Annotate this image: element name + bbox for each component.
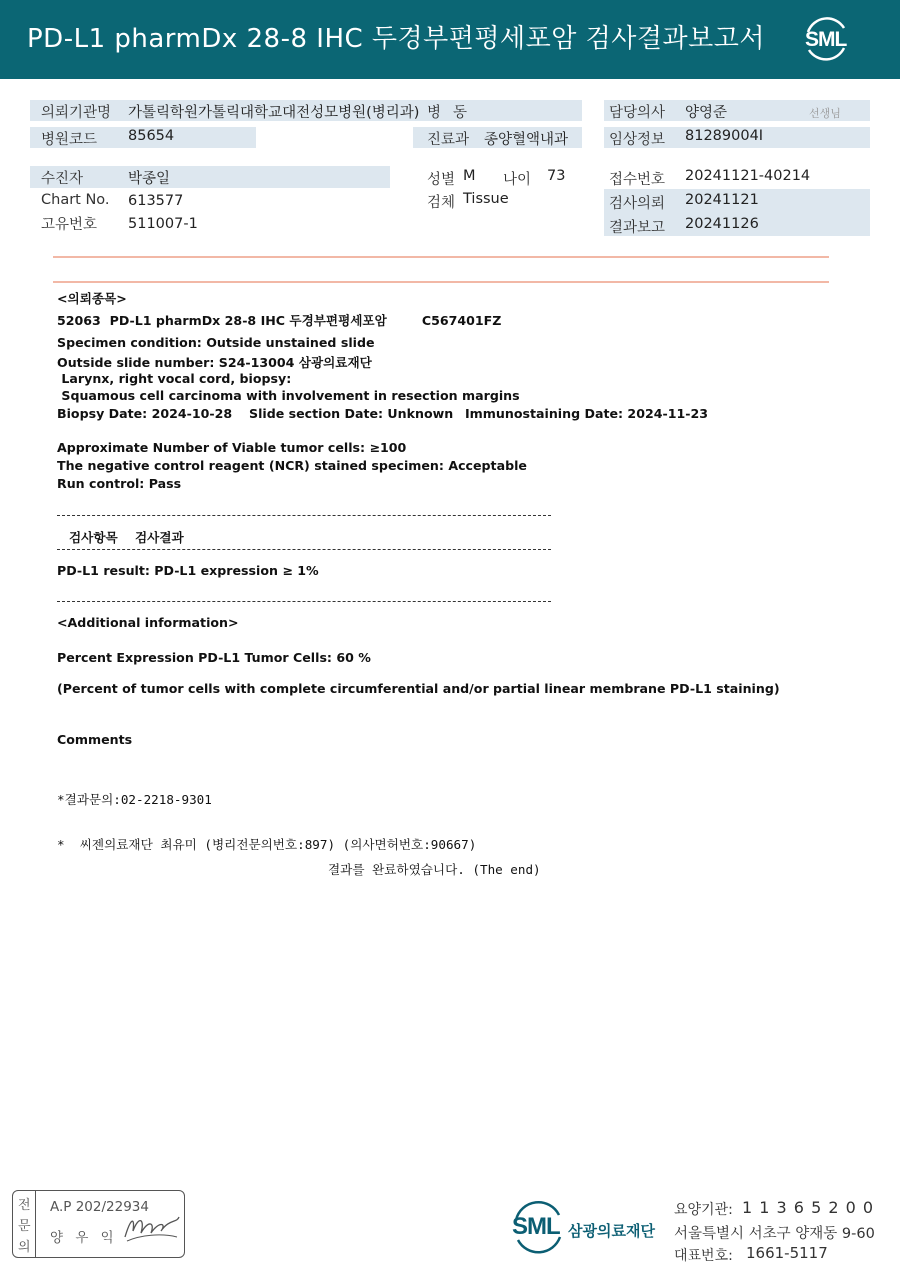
dept-label: 진료과: [427, 132, 470, 148]
pdl1-result: PD-L1 result: PD-L1 expression ≥ 1%: [57, 563, 319, 578]
order-line: 52063 PD-L1 pharmDx 28-8 IHC 두경부편평세포암 C567401FZ: [57, 313, 502, 328]
institution-value: 가톨릭학원가톨릭대학교대전성모병원(병리과): [128, 105, 420, 121]
ward-label: 병동: [427, 105, 480, 121]
report-header: [0, 0, 900, 79]
sml-logo: [800, 14, 852, 64]
specialist-stamp: [12, 1190, 185, 1258]
report-date-label: 결과보고: [609, 220, 666, 236]
phone-label: 대표번호:: [674, 1248, 733, 1264]
order-section-header: <의뢰종목>: [57, 291, 127, 306]
report-title: PD-L1 pharmDx 28-8 IHC 두경부편평세포암 검사결과보고서: [27, 24, 765, 54]
divider-top: [53, 256, 829, 258]
code-label: 요양기관:: [674, 1202, 733, 1218]
stamp-side-char-1: 전: [18, 1198, 31, 1213]
end-text: 결과를 완료하였습니다. (The end): [328, 862, 541, 877]
chart-label: Chart No.: [41, 192, 110, 208]
phone-value: 1661-5117: [746, 1244, 828, 1262]
dashed-divider-3: [57, 601, 551, 602]
slide-number: Outside slide number: S24-13004 삼광의료재단: [57, 355, 372, 370]
immunostaining-date: Immunostaining Date: 2024-11-23: [465, 406, 708, 421]
specimen-condition: Specimen condition: Outside unstained slide: [57, 335, 375, 350]
sex-value: M: [463, 168, 476, 184]
sml-logo-text: SML: [805, 28, 847, 51]
receipt-value: 20241121-40214: [685, 168, 811, 184]
address-text: 서울특별시 서초구 양재동 9-60: [674, 1226, 875, 1242]
percent-expression: Percent Expression PD-L1 Tumor Cells: 60 %: [57, 650, 371, 665]
age-label: 나이: [503, 172, 532, 188]
clinical-value: 81289004I: [685, 128, 764, 144]
specimen-value: Tissue: [463, 191, 509, 207]
stamp-side-char-3: 의: [18, 1240, 31, 1255]
clinical-label: 임상정보: [609, 132, 666, 148]
unique-label: 고유번호: [41, 217, 98, 233]
receipt-label: 접수번호: [609, 172, 666, 188]
signature-icon: [121, 1209, 183, 1245]
dashed-divider-2: [57, 549, 551, 550]
patient-box: [30, 166, 390, 188]
doctor-suffix: 선생님: [809, 107, 841, 120]
biopsy-date: Biopsy Date: 2024-10-28: [57, 406, 233, 421]
patient-label: 수진자: [41, 171, 84, 187]
additional-info-header: <Additional information>: [57, 615, 239, 630]
inquiry-text: *결과문의:02-2218-9301: [57, 792, 212, 807]
comments-label: Comments: [57, 732, 133, 747]
unique-value: 511007-1: [128, 216, 198, 232]
request-value: 20241121: [685, 192, 759, 208]
divider-bottom: [53, 281, 829, 283]
stamp-ap-number: A.P 202/22934: [50, 1199, 149, 1215]
stamp-side-char-2: 문: [18, 1219, 31, 1234]
pathologist-signature: * 씨젠의료재단 최유미 (병리전문의번호:897) (의사면허번호:90667): [57, 837, 477, 852]
patient-value: 박종일: [128, 171, 171, 187]
report-date-value: 20241126: [685, 216, 759, 232]
stamp-side-label: [13, 1191, 36, 1257]
stamp-name: 양 우 익: [50, 1230, 118, 1246]
viable-cells: Approximate Number of Viable tumor cells: ≥100: [57, 440, 407, 455]
hospital-code-value: 85654: [128, 128, 175, 144]
footer-org-name: 삼광의료재단: [568, 1222, 655, 1240]
dept-value: 종양혈액내과: [484, 132, 569, 148]
request-label: 검사의뢰: [609, 196, 666, 212]
institution-label: 의뢰기관명: [41, 105, 112, 121]
col-item-header: 검사항목: [69, 530, 118, 545]
doctor-label: 담당의사: [609, 105, 666, 121]
specimen-label: 검체: [427, 195, 456, 211]
sex-label: 성별: [427, 172, 456, 188]
slide-section-date: Slide section Date: Unknown: [249, 406, 454, 421]
site-text: Larynx, right vocal cord, biopsy:: [57, 371, 292, 386]
hospital-code-label: 병원코드: [41, 132, 98, 148]
age-value: 73: [547, 168, 566, 184]
chart-value: 613577: [128, 193, 184, 209]
col-result-header: 검사결과: [135, 530, 184, 545]
diagnosis-text: Squamous cell carcinoma with involvement in resection margins: [57, 388, 520, 403]
code-value: 1 1 3 6 5 2 0 0: [742, 1198, 875, 1217]
dashed-divider-1: [57, 515, 551, 516]
footer-logo-text: SML: [512, 1213, 560, 1240]
percent-note: (Percent of tumor cells with complete circumferential and/or partial linear membrane PD-L1 staining): [57, 681, 780, 696]
ncr-text: The negative control reagent (NCR) stained specimen: Acceptable: [57, 458, 527, 473]
run-control: Run control: Pass: [57, 476, 182, 491]
doctor-value: 양영준: [685, 105, 728, 121]
